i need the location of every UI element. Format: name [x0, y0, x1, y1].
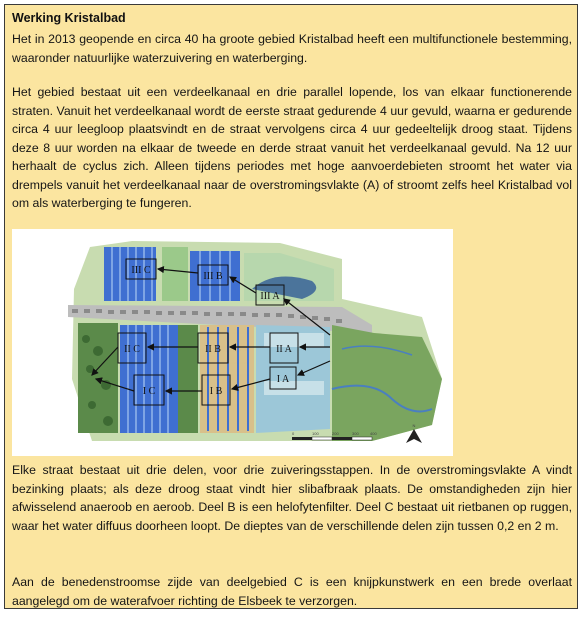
paragraph-outflow: Aan de benedenstroomse zijde van deelgebied C is een knijpkunstwerk en een brede overlaat aangelegd om de waterafvoer richting de Elsbeek te verzorgen.	[12, 575, 572, 608]
label-iii-c: III C	[131, 265, 151, 276]
paragraph-intro: Het in 2013 geopende en circa 40 ha groote gebied Kristalbad heeft een multifunctionele bestemming, waaronder natuurlijke waterzuivering en waterberging.	[12, 32, 572, 65]
reed-strip	[178, 325, 198, 433]
info-box	[4, 4, 578, 609]
zone-iii-reed	[162, 247, 188, 301]
label-i-c: I C	[142, 386, 156, 397]
scale-tick-400: 400	[370, 431, 377, 436]
label-ii-a: II A	[276, 344, 292, 355]
svg-text:N: N	[412, 423, 416, 428]
scale-tick-300: 300	[352, 431, 359, 436]
document-title: Werking Kristalbad	[12, 11, 126, 25]
zone-c-water	[120, 325, 178, 433]
paragraph-operation: Het gebied bestaat uit een verdeelkanaal en drie parallel lopende, los van elkaar functionerende straten. Vanuit het verdeelkanaal wordt de eerste straat gedurende 4 uur gevuld, waarna er gedurende circa 4 uur leegloop plaatsvindt en de straat vervolgens circa 4 uur gedeeltelijk droog staat. Tijdens deze 8 uur worden na elkaar de tweede en derde straat vanuit het verdeelkanaal gevuld. Na 12 uur herhaalt de cyclus zich. Alleen tijdens periodes met hoge aanvoerdebieten stroomt het water via drempels vanuit het verdeelkanaal naar de overstromingsvlakte (A) of stroomt zelfs heel Kristalbad vol om als waterberging te fungeren.	[12, 85, 572, 210]
label-iii-a: III A	[260, 291, 280, 302]
label-ii-b: II B	[205, 344, 221, 355]
scale-tick-0: 0	[292, 431, 295, 436]
scale-tick-200: 200	[332, 431, 339, 436]
label-i-b: I B	[209, 386, 223, 397]
map-figure	[12, 229, 453, 456]
label-i-a: I A	[276, 374, 290, 385]
kristalbad-map	[12, 229, 453, 456]
label-ii-c: II C	[124, 344, 140, 355]
label-iii-b: III B	[203, 271, 223, 282]
scale-tick-100: 100	[312, 431, 319, 436]
paragraph-streets: Elke straat bestaat uit drie delen, voor drie zuiveringsstappen. In de overstromingsvlakte A vindt bezinking plaats; als deze droog staat vindt hier slibafbraak plaats. De omstandigheden zijn hier afwisselend anaeroob en aeroob. Deel B is een helofytenfilter. Deel C bestaat uit rietbanen op ruggen, waar het water diffuus doorheen loopt. De dieptes van de verschillende delen zijn tussen 0,2 en 2 m.	[12, 463, 572, 533]
